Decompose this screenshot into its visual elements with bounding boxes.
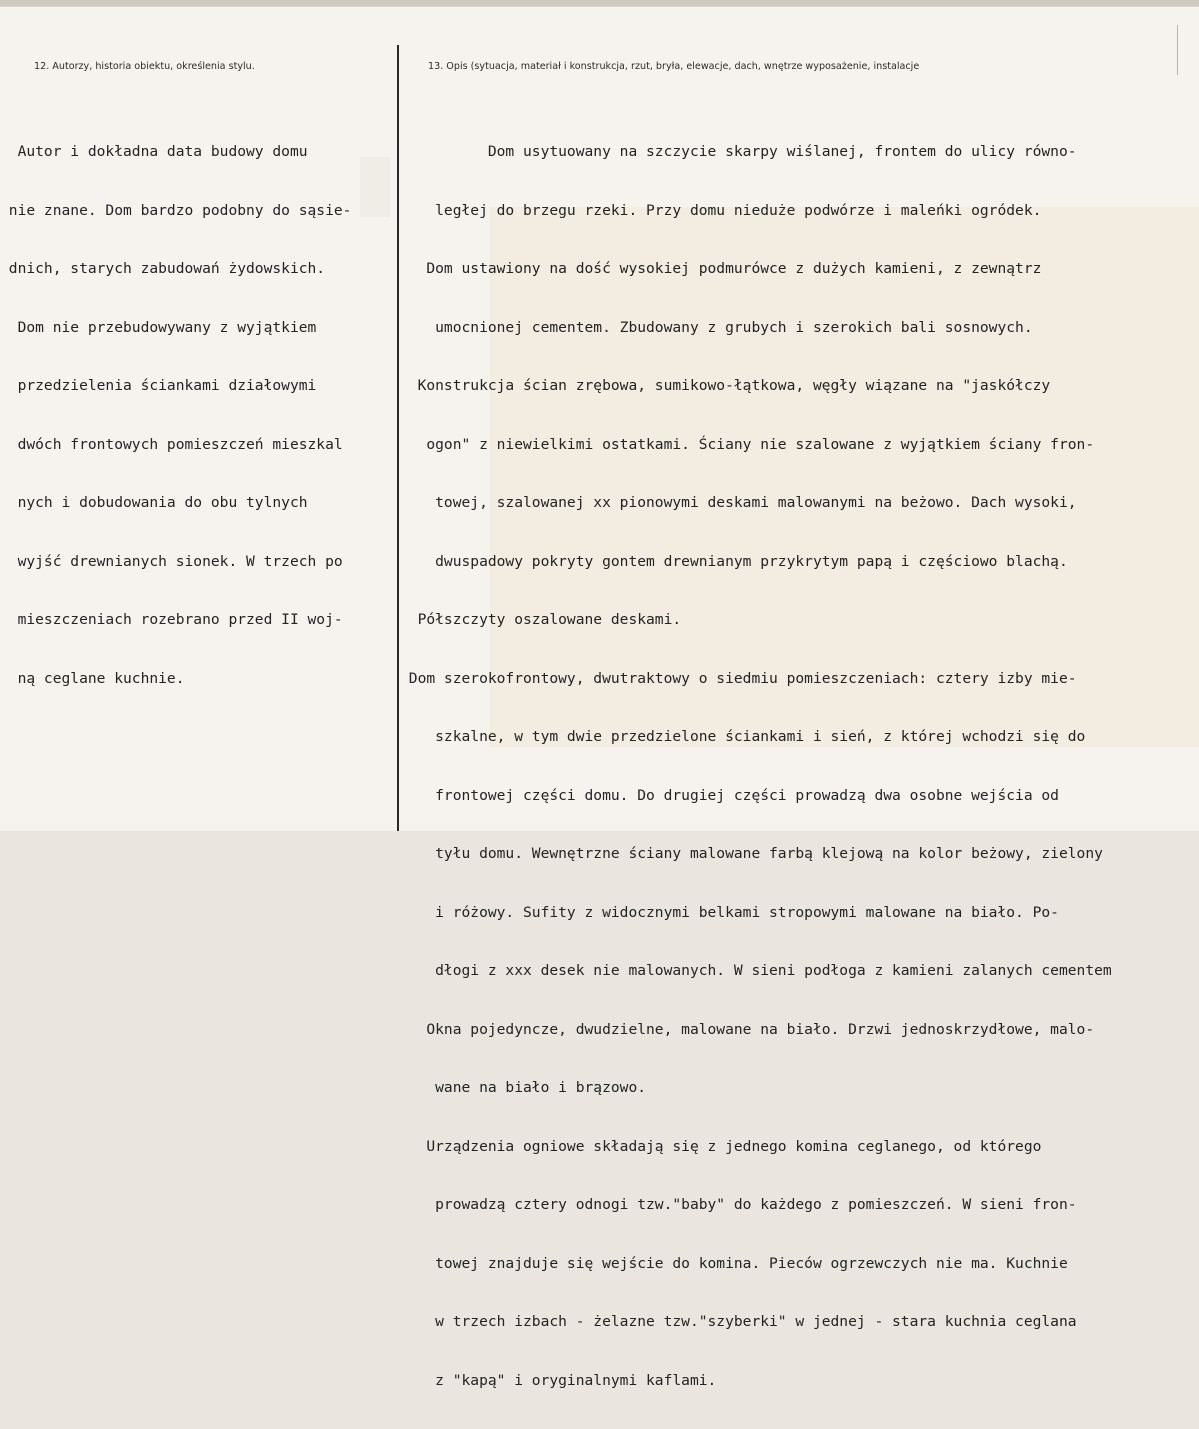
typed-line: dnich, starych zabudowań żydowskich. <box>0 260 326 277</box>
typed-line: dłogi z xxx desek nie malowanych. W sieni podłoga z kamieni zalanych cementem <box>400 962 1112 979</box>
typed-line: dwóch frontowych pomieszczeń mieszkal <box>0 435 343 453</box>
typed-line: Dom szerokofrontowy, dwutraktowy o siedmiu pomieszczeniach: cztery izby mie- <box>400 669 1077 687</box>
typed-line: Półszczyty oszalowane deskami. <box>400 611 682 628</box>
field-12-header: 12. Autorzy, historia obiektu, określenia stylu. <box>34 61 255 72</box>
field-12-authors-history-style <box>0 7 398 831</box>
typed-line: i różowy. Sufity z widocznymi belkami stropowymi malowane na biało. Po- <box>400 903 1059 921</box>
typed-line: ną ceglane kuchnie. <box>0 669 185 687</box>
typed-line: w trzech izbach - żelazne tzw."szyberki" w jednej - stara kuchnia ceglana <box>400 1313 1077 1330</box>
typed-line: umocnionej cementem. Zbudowany z grubych i szerokich bali sosnowych. <box>400 318 1033 336</box>
typed-line: Dom usytuowany na szczycie skarpy wiślanej, frontem do ulicy równo- <box>400 143 1077 160</box>
typed-line: przedzielenia ściankami działowymi <box>0 377 317 394</box>
typed-line: Okna pojedyncze, dwudzielne, malowane na biało. Drzwi jednoskrzydłowe, malo- <box>400 1020 1095 1038</box>
column-divider <box>397 45 399 831</box>
typed-line: Autor i dokładna data budowy domu <box>0 143 308 160</box>
typed-line: tyłu domu. Wewnętrzne ściany malowane farbą klejową na kolor beżowy, zielony <box>400 845 1103 862</box>
typed-line: towej, szalowanej xx pionowymi deskami malowanymi na beżowo. Dach wysoki, <box>400 494 1077 511</box>
typed-line: dwuspadowy pokryty gontem drewnianym przykrytym papą i częściowo blachą. <box>400 552 1068 570</box>
typed-line: wane na biało i brązowo. <box>400 1079 647 1096</box>
typed-line: wyjść drewnianych sionek. W trzech po <box>0 552 343 570</box>
typed-line: Konstrukcja ścian zrębowa, sumikowo-łątkowa, węgły wiązane na "jaskółczy <box>400 377 1051 394</box>
typed-line: prowadzą cztery odnogi tzw."baby" do każdego z pomieszczeń. W sieni fron- <box>400 1196 1077 1213</box>
typed-line: ogon" z niewielkimi ostatkami. Ściany nie szalowane z wyjątkiem ściany fron- <box>400 435 1095 453</box>
field-13-description <box>400 7 1199 1389</box>
typed-line: Urządzenia ogniowe składają się z jednego komina ceglanego, od którego <box>400 1137 1042 1155</box>
field-13-header: 13. Opis (sytuacja, materiał i konstrukcja, rzut, bryła, elewacje, dach, wnętrze wyposażenie, instalacje <box>428 61 920 72</box>
typed-line: mieszczeniach rozebrano przed II woj- <box>0 611 343 628</box>
typed-line: frontowej części domu. Do drugiej części prowadzą dwa osobne wejścia od <box>400 786 1059 804</box>
typed-line: szkalne, w tym dwie przedzielone ściankami i sień, z której wchodzi się do <box>400 728 1086 745</box>
typed-line: ległej do brzegu rzeki. Przy domu nieduże podwórze i maleńki ogródek. <box>400 201 1042 219</box>
document-sheet <box>0 6 1199 1389</box>
typed-line: Dom nie przebudowywany z wyjątkiem <box>0 318 317 336</box>
typed-line: nych i dobudowania do obu tylnych <box>0 494 308 511</box>
typed-line: towej znajduje się wejście do komina. Pieców ogrzewczych nie ma. Kuchnie <box>400 1254 1068 1272</box>
typed-line: z "kapą" i oryginalnymi kaflami. <box>400 1371 717 1389</box>
field-13-typed-text <box>400 103 1112 1429</box>
field-12-typed-text <box>0 103 351 727</box>
typed-line: nie znane. Dom bardzo podobny do sąsie- <box>0 201 352 219</box>
typed-line: Dom ustawiony na dość wysokiej podmurówce z dużych kamieni, z zewnątrz <box>400 260 1042 277</box>
